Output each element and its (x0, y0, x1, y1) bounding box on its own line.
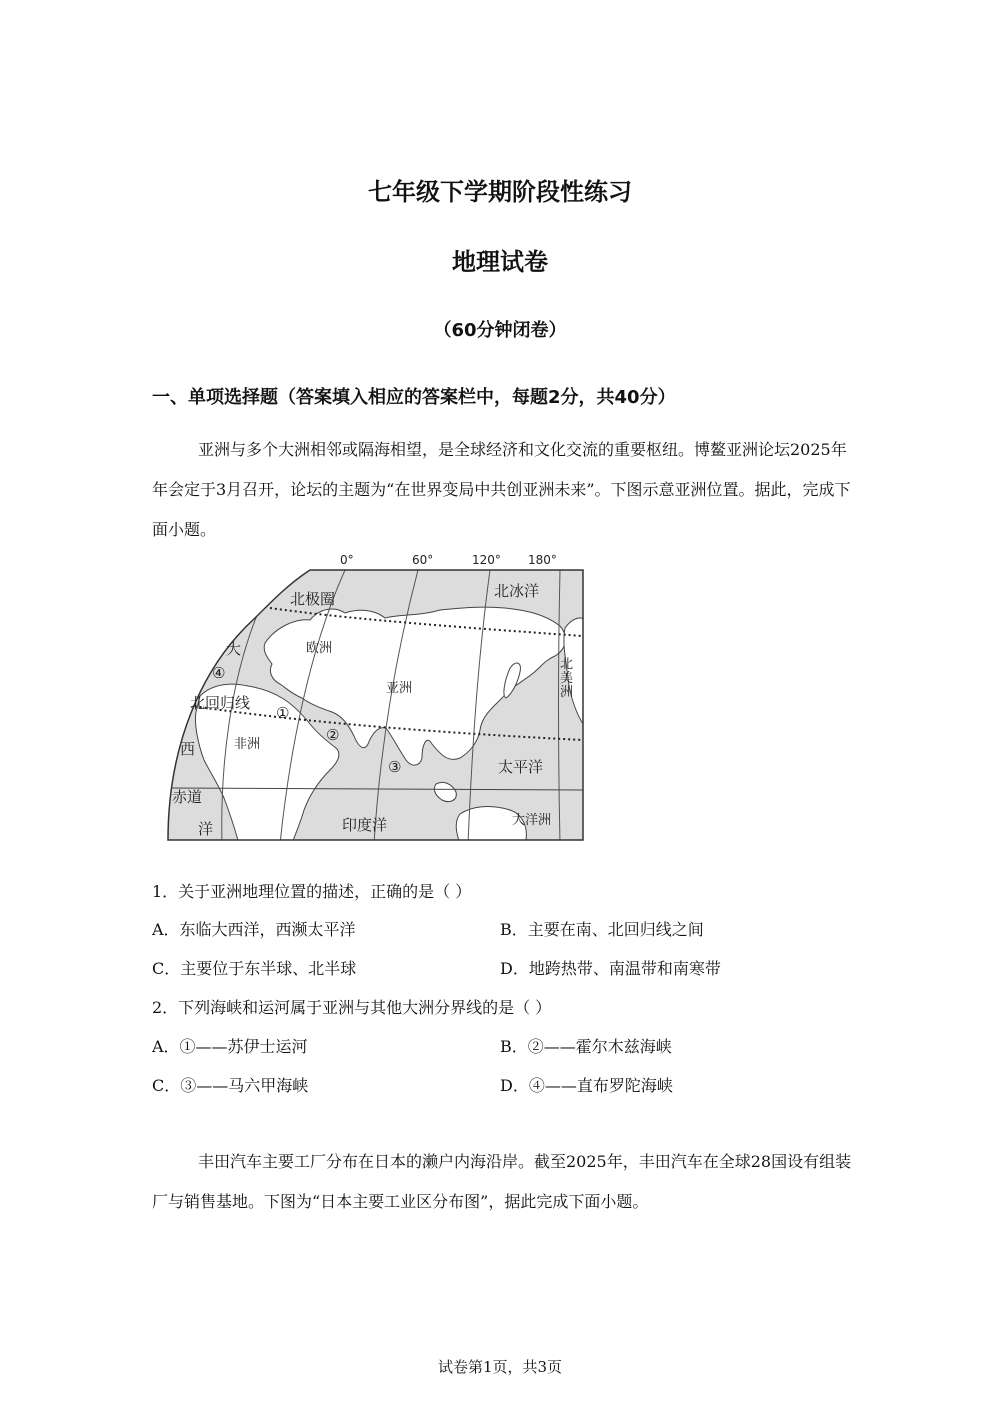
question-2-stem: 2．下列海峡和运河属于亚洲与其他大洲分界线的是（ ） (152, 998, 552, 1017)
label-africa: 非洲 (234, 737, 261, 752)
question-2-option-a: A．①——苏伊士运河 (152, 1037, 308, 1056)
page-footer: 试卷第1页，共3页 (437, 1358, 563, 1376)
question-2-option-d: D．④——直布罗陀海峡 (500, 1076, 673, 1095)
label-pacific: 太平洋 (498, 758, 544, 776)
question-1-option-c: C．主要位于东半球、北半球 (152, 959, 357, 978)
exam-note: （60分钟闭卷） (433, 320, 567, 341)
question-2-option-b: B．②——霍尔木兹海峡 (500, 1037, 672, 1056)
question-1-stem: 1．关于亚洲地理位置的描述，正确的是（ ） (152, 882, 472, 901)
label-na-1: 北 (560, 657, 574, 672)
passage-toyota: 丰田汽车主要工厂分布在日本的濑户内海沿岸。截至2025年，丰田汽车在全球28国设有组装厂与销售基地。下图为“日本主要工业区分布图”，据此完成下面小题。 (152, 1152, 852, 1211)
asia-location-map (160, 548, 590, 844)
marker-3: ③ (388, 758, 402, 776)
label-asia: 亚洲 (386, 681, 413, 696)
label-indian: 印度洋 (342, 816, 388, 834)
passage-asia: 亚洲与多个大洲相邻或隔海相望，是全球经济和文化交流的重要枢纽。博鳌亚洲论坛2025年年会定于3月召开，论坛的主题为“在世界变局中共创亚洲未来”。下图示意亚洲位置。据此，完成下面小题。 (152, 440, 851, 539)
marker-4: ④ (212, 664, 226, 682)
label-atlantic-3: 洋 (198, 820, 214, 838)
question-1-option-a: A．东临大西洋，西濒太平洋 (152, 920, 356, 939)
marker-2: ② (326, 726, 340, 744)
label-arctic-circle: 北极圈 (290, 590, 336, 608)
lon-180: 180° (528, 553, 557, 567)
section-heading: 一、单项选择题（答案填入相应的答案栏中，每题2分，共40分） (152, 387, 676, 408)
label-equator: 赤道 (172, 788, 203, 806)
label-oceania: 大洋洲 (512, 813, 552, 828)
question-1-option-b: B．主要在南、北回归线之间 (500, 920, 704, 939)
label-tropic: 北回归线 (190, 694, 251, 712)
question-2-option-c: C．③——马六甲海峡 (152, 1076, 309, 1095)
lon-0: 0° (340, 553, 354, 567)
label-na-2: 美 (560, 671, 574, 686)
label-europe: 欧洲 (306, 641, 333, 656)
exam-title: 七年级下学期阶段性练习 (368, 178, 632, 206)
lon-120: 120° (472, 553, 501, 567)
label-arctic-ocean: 北冰洋 (494, 582, 540, 600)
label-atlantic-1: 大 (226, 640, 242, 658)
label-na-3: 洲 (560, 685, 574, 700)
label-atlantic-2: 西 (180, 740, 196, 758)
exam-subject: 地理试卷 (452, 248, 548, 276)
question-1-option-d: D．地跨热带、南温带和南寒带 (500, 959, 721, 978)
marker-1: ① (276, 704, 290, 722)
lon-60: 60° (412, 553, 434, 567)
